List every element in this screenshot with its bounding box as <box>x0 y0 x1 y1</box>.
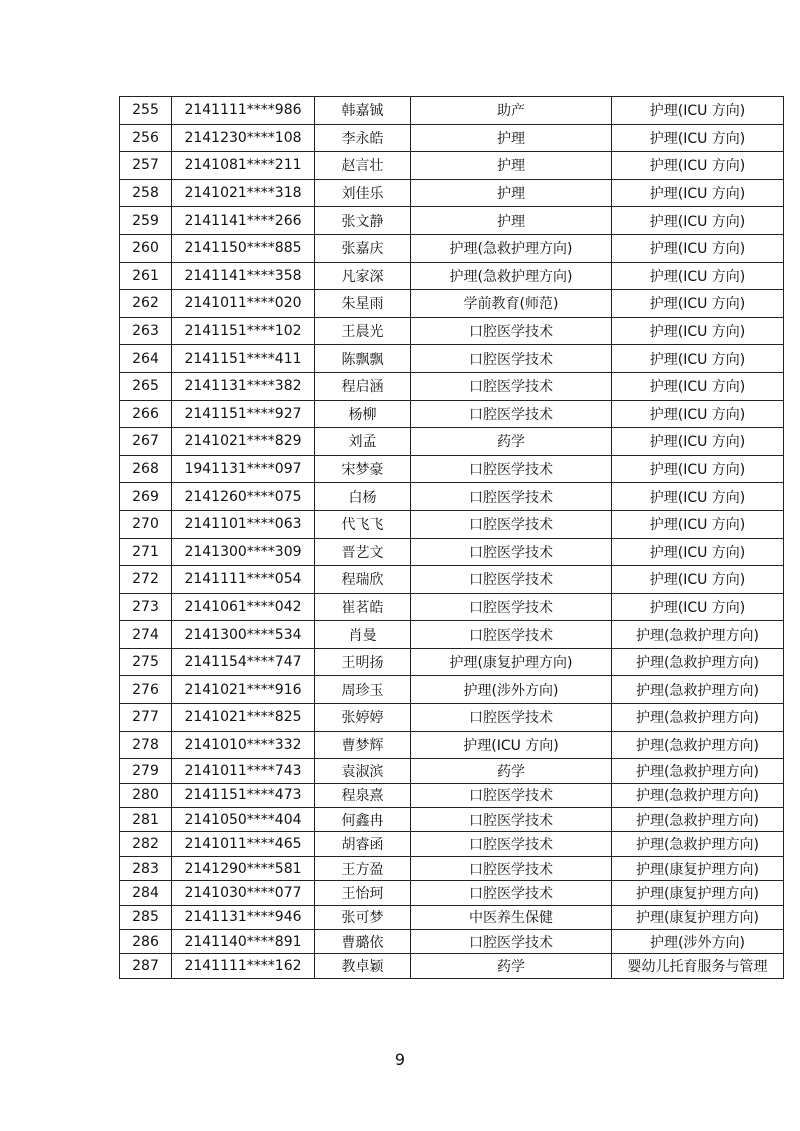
row-number-cell: 274 <box>120 621 172 649</box>
student-name-cell: 王晨光 <box>315 317 411 345</box>
student-name-cell: 张嘉庆 <box>315 234 411 262</box>
student-id-cell: 2141111****986 <box>172 97 315 125</box>
student-id-cell: 2141131****946 <box>172 905 315 929</box>
student-name-cell: 朱星雨 <box>315 290 411 318</box>
student-id-cell: 2141010****332 <box>172 731 315 759</box>
original-major-cell: 护理(急救护理方向) <box>411 262 612 290</box>
student-id-cell: 2141141****266 <box>172 207 315 235</box>
table-row <box>120 676 784 704</box>
row-number-cell: 273 <box>120 593 172 621</box>
student-id-cell: 2141011****020 <box>172 290 315 318</box>
new-major-cell: 护理(康复护理方向) <box>612 856 784 880</box>
student-name-cell: 程启涵 <box>315 372 411 400</box>
row-number-cell: 259 <box>120 207 172 235</box>
new-major-cell: 护理(ICU 方向) <box>612 97 784 125</box>
original-major-cell: 药学 <box>411 428 612 456</box>
row-number-cell: 271 <box>120 538 172 566</box>
student-id-cell: 2141030****077 <box>172 881 315 905</box>
student-id-cell: 2141021****916 <box>172 676 315 704</box>
table-row <box>120 905 784 929</box>
new-major-cell: 护理(急救护理方向) <box>612 676 784 704</box>
student-name-cell: 代飞飞 <box>315 510 411 538</box>
table-row <box>120 290 784 318</box>
new-major-cell: 护理(急救护理方向) <box>612 832 784 856</box>
new-major-cell: 护理(涉外方向) <box>612 929 784 953</box>
original-major-cell: 口腔医学技术 <box>411 538 612 566</box>
original-major-cell: 口腔医学技术 <box>411 566 612 594</box>
original-major-cell: 口腔医学技术 <box>411 832 612 856</box>
student-name-cell: 宋梦豪 <box>315 455 411 483</box>
new-major-cell: 护理(急救护理方向) <box>612 808 784 832</box>
original-major-cell: 口腔医学技术 <box>411 317 612 345</box>
new-major-cell: 护理(急救护理方向) <box>612 648 784 676</box>
student-roster-table <box>119 96 784 979</box>
student-name-cell: 白杨 <box>315 483 411 511</box>
original-major-cell: 护理 <box>411 207 612 235</box>
new-major-cell: 护理(急救护理方向) <box>612 621 784 649</box>
row-number-cell: 262 <box>120 290 172 318</box>
table-row <box>120 929 784 953</box>
table-row <box>120 428 784 456</box>
student-id-cell: 2141021****825 <box>172 704 315 732</box>
student-name-cell: 曹梦辉 <box>315 731 411 759</box>
table-row <box>120 881 784 905</box>
student-id-cell: 2141061****042 <box>172 593 315 621</box>
row-number-cell: 281 <box>120 808 172 832</box>
new-major-cell: 护理(ICU 方向) <box>612 207 784 235</box>
student-id-cell: 2141230****108 <box>172 124 315 152</box>
new-major-cell: 护理(ICU 方向) <box>612 566 784 594</box>
new-major-cell: 护理(急救护理方向) <box>612 704 784 732</box>
row-number-cell: 276 <box>120 676 172 704</box>
original-major-cell: 口腔医学技术 <box>411 593 612 621</box>
original-major-cell: 口腔医学技术 <box>411 881 612 905</box>
student-id-cell: 2141140****891 <box>172 929 315 953</box>
student-id-cell: 2141260****075 <box>172 483 315 511</box>
student-id-cell: 2141021****318 <box>172 179 315 207</box>
student-name-cell: 杨柳 <box>315 400 411 428</box>
original-major-cell: 护理 <box>411 179 612 207</box>
table-row <box>120 400 784 428</box>
student-name-cell: 张文静 <box>315 207 411 235</box>
new-major-cell: 护理(ICU 方向) <box>612 317 784 345</box>
table-row <box>120 234 784 262</box>
student-name-cell: 陈飘飘 <box>315 345 411 373</box>
row-number-cell: 265 <box>120 372 172 400</box>
student-name-cell: 赵言壮 <box>315 152 411 180</box>
row-number-cell: 256 <box>120 124 172 152</box>
new-major-cell: 护理(急救护理方向) <box>612 759 784 783</box>
row-number-cell: 269 <box>120 483 172 511</box>
student-id-cell: 1941131****097 <box>172 455 315 483</box>
student-name-cell: 教卓颖 <box>315 954 411 978</box>
original-major-cell: 学前教育(师范) <box>411 290 612 318</box>
student-name-cell: 李永皓 <box>315 124 411 152</box>
row-number-cell: 268 <box>120 455 172 483</box>
table-row <box>120 372 784 400</box>
original-major-cell: 口腔医学技术 <box>411 483 612 511</box>
table-row <box>120 832 784 856</box>
student-name-cell: 张可梦 <box>315 905 411 929</box>
student-name-cell: 刘佳乐 <box>315 179 411 207</box>
student-name-cell: 周珍玉 <box>315 676 411 704</box>
new-major-cell: 护理(急救护理方向) <box>612 783 784 807</box>
original-major-cell: 护理(ICU 方向) <box>411 731 612 759</box>
student-name-cell: 胡睿函 <box>315 832 411 856</box>
student-id-cell: 2141050****404 <box>172 808 315 832</box>
row-number-cell: 258 <box>120 179 172 207</box>
original-major-cell: 护理(康复护理方向) <box>411 648 612 676</box>
original-major-cell: 护理 <box>411 152 612 180</box>
row-number-cell: 286 <box>120 929 172 953</box>
table-row <box>120 538 784 566</box>
row-number-cell: 266 <box>120 400 172 428</box>
table-row <box>120 97 784 125</box>
row-number-cell: 277 <box>120 704 172 732</box>
table-row <box>120 566 784 594</box>
row-number-cell: 279 <box>120 759 172 783</box>
table-row <box>120 510 784 538</box>
student-id-cell: 2141151****473 <box>172 783 315 807</box>
table-row <box>120 648 784 676</box>
row-number-cell: 267 <box>120 428 172 456</box>
original-major-cell: 助产 <box>411 97 612 125</box>
student-name-cell: 张婷婷 <box>315 704 411 732</box>
new-major-cell: 护理(ICU 方向) <box>612 510 784 538</box>
table-row <box>120 152 784 180</box>
student-id-cell: 2141021****829 <box>172 428 315 456</box>
student-name-cell: 晋艺文 <box>315 538 411 566</box>
row-number-cell: 282 <box>120 832 172 856</box>
original-major-cell: 口腔医学技术 <box>411 621 612 649</box>
row-number-cell: 280 <box>120 783 172 807</box>
row-number-cell: 272 <box>120 566 172 594</box>
student-name-cell: 程瑞欣 <box>315 566 411 594</box>
new-major-cell: 护理(ICU 方向) <box>612 483 784 511</box>
student-id-cell: 2141150****885 <box>172 234 315 262</box>
table-row <box>120 207 784 235</box>
student-id-cell: 2141151****927 <box>172 400 315 428</box>
student-id-cell: 2141111****054 <box>172 566 315 594</box>
original-major-cell: 口腔医学技术 <box>411 345 612 373</box>
row-number-cell: 278 <box>120 731 172 759</box>
table-row <box>120 621 784 649</box>
student-id-cell: 2141300****534 <box>172 621 315 649</box>
student-id-cell: 2141111****162 <box>172 954 315 978</box>
row-number-cell: 283 <box>120 856 172 880</box>
row-number-cell: 287 <box>120 954 172 978</box>
new-major-cell: 护理(ICU 方向) <box>612 234 784 262</box>
original-major-cell: 护理(急救护理方向) <box>411 234 612 262</box>
new-major-cell: 护理(ICU 方向) <box>612 262 784 290</box>
student-name-cell: 韩嘉铖 <box>315 97 411 125</box>
row-number-cell: 255 <box>120 97 172 125</box>
student-id-cell: 2141290****581 <box>172 856 315 880</box>
student-name-cell: 王明扬 <box>315 648 411 676</box>
row-number-cell: 260 <box>120 234 172 262</box>
row-number-cell: 264 <box>120 345 172 373</box>
new-major-cell: 护理(康复护理方向) <box>612 881 784 905</box>
table-row <box>120 783 784 807</box>
original-major-cell: 药学 <box>411 954 612 978</box>
new-major-cell: 护理(ICU 方向) <box>612 290 784 318</box>
new-major-cell: 护理(ICU 方向) <box>612 372 784 400</box>
student-name-cell: 肖曼 <box>315 621 411 649</box>
table-row <box>120 317 784 345</box>
student-id-cell: 2141151****411 <box>172 345 315 373</box>
original-major-cell: 口腔医学技术 <box>411 929 612 953</box>
new-major-cell: 护理(ICU 方向) <box>612 455 784 483</box>
row-number-cell: 261 <box>120 262 172 290</box>
new-major-cell: 护理(ICU 方向) <box>612 538 784 566</box>
table-row <box>120 759 784 783</box>
original-major-cell: 护理(涉外方向) <box>411 676 612 704</box>
table-row <box>120 179 784 207</box>
row-number-cell: 263 <box>120 317 172 345</box>
original-major-cell: 口腔医学技术 <box>411 783 612 807</box>
page-number: 9 <box>394 1050 406 1069</box>
student-name-cell: 王怡珂 <box>315 881 411 905</box>
table-row <box>120 593 784 621</box>
student-name-cell: 王方盈 <box>315 856 411 880</box>
student-id-cell: 2141141****358 <box>172 262 315 290</box>
row-number-cell: 284 <box>120 881 172 905</box>
table-row <box>120 731 784 759</box>
student-name-cell: 崔茗皓 <box>315 593 411 621</box>
table-row <box>120 483 784 511</box>
new-major-cell: 护理(康复护理方向) <box>612 905 784 929</box>
original-major-cell: 护理 <box>411 124 612 152</box>
new-major-cell: 婴幼儿托育服务与管理 <box>612 954 784 978</box>
student-id-cell: 2141151****102 <box>172 317 315 345</box>
original-major-cell: 中医养生保健 <box>411 905 612 929</box>
student-id-cell: 2141154****747 <box>172 648 315 676</box>
new-major-cell: 护理(ICU 方向) <box>612 345 784 373</box>
new-major-cell: 护理(ICU 方向) <box>612 124 784 152</box>
row-number-cell: 285 <box>120 905 172 929</box>
row-number-cell: 257 <box>120 152 172 180</box>
original-major-cell: 口腔医学技术 <box>411 704 612 732</box>
student-name-cell: 凡家深 <box>315 262 411 290</box>
new-major-cell: 护理(ICU 方向) <box>612 428 784 456</box>
table-row <box>120 455 784 483</box>
new-major-cell: 护理(ICU 方向) <box>612 400 784 428</box>
original-major-cell: 口腔医学技术 <box>411 808 612 832</box>
original-major-cell: 口腔医学技术 <box>411 856 612 880</box>
table-row <box>120 808 784 832</box>
original-major-cell: 口腔医学技术 <box>411 400 612 428</box>
student-id-cell: 2141011****465 <box>172 832 315 856</box>
row-number-cell: 275 <box>120 648 172 676</box>
new-major-cell: 护理(ICU 方向) <box>612 593 784 621</box>
student-id-cell: 2141131****382 <box>172 372 315 400</box>
roster-body <box>120 97 784 979</box>
table-row <box>120 124 784 152</box>
table-row <box>120 262 784 290</box>
table-row <box>120 704 784 732</box>
original-major-cell: 药学 <box>411 759 612 783</box>
student-id-cell: 2141011****743 <box>172 759 315 783</box>
original-major-cell: 口腔医学技术 <box>411 455 612 483</box>
student-name-cell: 袁淑滨 <box>315 759 411 783</box>
student-id-cell: 2141081****211 <box>172 152 315 180</box>
table-row <box>120 345 784 373</box>
original-major-cell: 口腔医学技术 <box>411 372 612 400</box>
row-number-cell: 270 <box>120 510 172 538</box>
new-major-cell: 护理(ICU 方向) <box>612 152 784 180</box>
student-name-cell: 刘孟 <box>315 428 411 456</box>
student-id-cell: 2141300****309 <box>172 538 315 566</box>
new-major-cell: 护理(急救护理方向) <box>612 731 784 759</box>
original-major-cell: 口腔医学技术 <box>411 510 612 538</box>
student-name-cell: 程泉熹 <box>315 783 411 807</box>
student-name-cell: 何鑫冉 <box>315 808 411 832</box>
table-row <box>120 954 784 978</box>
student-name-cell: 曹璐依 <box>315 929 411 953</box>
new-major-cell: 护理(ICU 方向) <box>612 179 784 207</box>
table-row <box>120 856 784 880</box>
student-id-cell: 2141101****063 <box>172 510 315 538</box>
